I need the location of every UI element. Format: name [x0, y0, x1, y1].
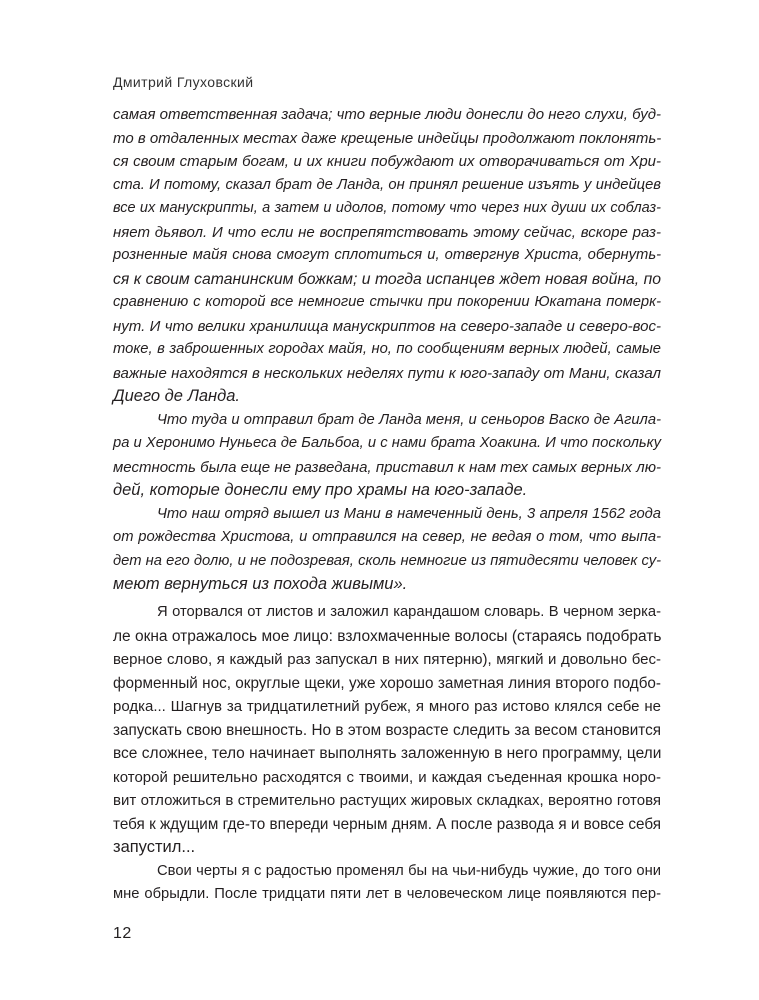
text-line: важные находятся в нескольких неделях пути к юго-западу от Мани, сказал	[113, 364, 661, 382]
text-line: ся своим старым богам, и их книги побуждают их отворачиваться от Хри-	[113, 153, 661, 170]
italic-quote-block	[113, 103, 661, 597]
text-line: запускать свою внешность. Но в этом возрасте следить за весом становится	[113, 721, 661, 739]
text-line: все их манускрипты, а затем и идолов, потому что через них души их соблаз-	[113, 200, 661, 216]
text-line: форменный нос, округлые щеки, уже хорошо заметная линия второго подбо-	[113, 674, 661, 692]
text-line: сравнению с которой все немногие стычки при покорении Юкатана померк-	[113, 294, 661, 310]
text-line: Диего де Ланда.	[113, 387, 241, 405]
text-line: ста. И потому, сказал брат де Ланда, он принял решение изъять у индейцев	[113, 176, 661, 193]
page-number: 12	[113, 925, 132, 942]
text-line: Что наш отряд вышел из Мани в намеченный день, 3 апреля 1562 года	[157, 505, 661, 522]
text-line: тебя к ждущим где-то впереди черным дням. А после развода я и вовсе себя	[113, 815, 661, 833]
text-line: то в отдаленных местах даже крещеные индейцы продолжают поклонять-	[113, 129, 662, 147]
text-line: няет дьявол. И что если не воспрепятствовать этому сейчас, вскоре раз-	[113, 223, 661, 241]
text-line: Что туда и отправил брат де Ланда меня, и сеньоров Васко де Агила-	[157, 411, 661, 428]
text-line: Я оторвался от листов и заложил карандашом словарь. В черном зерка-	[157, 604, 661, 620]
text-line: мне обрыдли. После тридцати пяти лет в человеческом лице появляются пер-	[113, 886, 661, 902]
text-line: вит отложиться в стремительно растущих жировых складках, вероятно готовя	[113, 792, 661, 809]
text-line: запустил...	[113, 838, 196, 856]
text-line: ра и Херонимо Нуньеса де Бальбоа, и с нами брата Хоакина. И что поскольку	[113, 435, 661, 451]
text-line: розненные майя снова смогут сплотиться и, отвергнув Христа, обернуть-	[113, 247, 661, 263]
running-head-author: Дмитрий Глуховский	[113, 74, 254, 90]
text-line: которой решительно расходятся с твоими, и каждая съеденная крошка норо-	[113, 768, 661, 786]
text-line: нут. И что велики хранилища манускриптов на северо-западе и северо-вос-	[113, 317, 661, 335]
text-line: самая ответственная задача; что верные люди донесли до него слухи, буд-	[113, 106, 661, 123]
text-line: верное слово, я каждый раз запускал в них пятерню), мягкий и довольно бес-	[113, 651, 661, 668]
text-line: местность была еще не разведана, приставил к нам тех самых верных лю-	[113, 458, 661, 476]
text-line: токе, в заброшенных городах майя, но, по сообщениям верных людей, самые	[113, 341, 661, 357]
text-line: родка... Шагнув за тридцатилетний рубеж, я много раз истово клялся себе не	[113, 698, 661, 715]
text-line: все сложнее, тело начинает выполнять заложенную в него программу, цели	[113, 745, 662, 762]
text-line: меют вернуться из похода живыми».	[113, 575, 408, 593]
body-text-block	[113, 601, 661, 907]
text-line: ся к своим сатанинским божкам; и тогда испанцев ждет новая война, по	[113, 270, 661, 288]
text-line: от рождества Христова, и отправился на север, не ведая о том, что выпа-	[113, 529, 661, 545]
text-line: ле окна отражалось мое лицо: взлохмаченные волосы (стараясь подобрать	[113, 627, 662, 645]
text-line: дей, которые донесли ему про храмы на юго-западе.	[113, 481, 528, 499]
text-line: дет на его долю, и не подозревая, сколь немногие из пятидесяти человек су-	[113, 552, 661, 569]
text-line: Свои черты я с радостью променял бы на чьи-нибудь чужие, до того они	[157, 862, 661, 879]
